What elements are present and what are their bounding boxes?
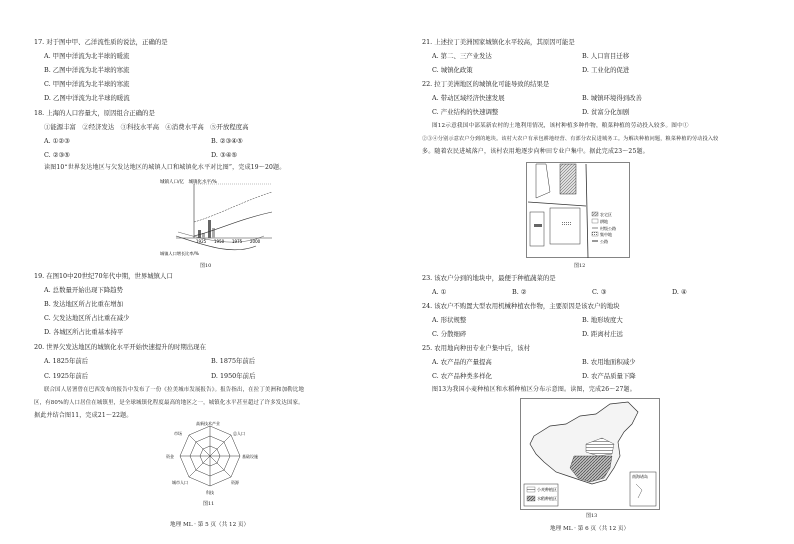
fig11-label-tech: 科技 [206,490,214,495]
q18-stem: 18. 上海的人口容量大，原因组合正确的是 [34,109,155,117]
fig12-legend-farmland: 耕地 [600,219,608,224]
intro-fig12-line1: 图12示意我国中部某新农村的土地利用情况，该村种植多种作物，粮菜种植的劳动投入较多。图中① [432,123,689,129]
q17-option-b: B. 乙图中洋流为北半球的寒流 [44,66,130,74]
fig11-label-resources: 资源 [231,480,239,485]
fig13-legend-wheat: 小麦种植区 [537,487,557,492]
fig11-label-urbanpop: 城市人口 [172,480,188,485]
q25-option-b: B. 农用地面积减少 [582,358,636,366]
intro-fig11-line2: 区，有80%的人口居住在城镇里，是全球城镇化程度最高的地区之一，城镇化水平甚至超过了许多发达国家。 [34,400,304,406]
q21-option-d: D. 工业化的促进 [582,66,630,74]
q21-stem: 21. 上述拉丁美洲国家城镇化水平较高，其原因可能是 [422,38,575,46]
fig10-year-2000: 2000 [250,239,261,244]
q21-option-a: A. 第二、三产业发达 [432,52,492,60]
fig12-legend-road: 村级公路 [600,226,616,231]
q25-option-a: A. 农产品的产量提高 [432,358,492,366]
intro-fig10: 读图10“世界发达地区与欠发达地区的城镇人口和城镇化水平对比图”，完成19～20题。 [44,164,286,171]
fig11-label-population: 总人口 [233,431,245,436]
footer-left: 地理 ML · 第 5 页（共 12 页） [170,522,250,528]
fig12-legend-highway: 公路 [600,239,608,244]
q23-option-a: A. ① [432,288,447,296]
fig11-label-market: 市场 [174,431,182,436]
figure-11-radar [160,420,260,500]
q19-option-c: C. 欠发达地区所占比重在减少 [44,314,130,322]
q25-option-d: D. 农产品质量下降 [582,372,636,380]
q18-items: ①能源丰富 ②经济发达 ③科技水平高 ④消费水平高 ⑤开放程度高 [44,123,249,131]
q23-option-d: D. ④ [672,288,687,296]
q22-option-d: D. 贫富分化加剧 [582,108,630,116]
intro-fig12-line2: ②③④分别示意农户分到的地块。该村大农户有承包耕地经营、有部分农民进城务工。为解决种植问题，粮菜种植的劳动投入较 [422,136,719,142]
q24-option-d: D. 距离村庄远 [582,330,623,338]
q22-option-c: C. 产业结构的快速调整 [432,108,499,116]
q20-option-a: A. 1825年前后 [44,357,89,365]
intro-fig11-line3: 据此并结合图11，完成21～22题。 [34,412,133,419]
footer-right: 地理 ML · 第 6 页（共 12 页） [550,526,630,532]
q20-stem: 20. 世界欠发达地区的城镇化水平开始快速提升的时期出现在 [34,343,206,351]
q20-option-c: C. 1925年前后 [44,372,89,380]
left-page [0,0,380,544]
figure-13-map [520,398,660,510]
fig11-label-infrastructure: 基础设施 [242,454,258,459]
fig10-ylabel: 城镇人口/亿 城镇化水平/% [160,180,217,185]
q20-option-b: B. 1875年前后 [211,357,256,365]
q18-option-a: A. ①②③ [44,137,70,145]
fig10-caption: 图10 [200,263,212,269]
q24-option-a: A. 形状规整 [432,316,467,324]
q23-option-c: C. ③ [592,288,607,296]
q23-stem: 23. 该农户分到的地块中，最便于种植蔬菜的是 [422,274,556,282]
right-page [400,0,780,544]
fig10-year-1925: 1925 [196,239,207,244]
intro-fig12-line3: 多。随着农民进城落户，该村农用地逐步向种田专业户集中。据此完成23～25题。 [422,148,649,155]
fig11-label-hightech: 高新技术产业 [196,421,220,426]
intro-fig13: 图13为我国小麦种植区和水稻种植区分布示意图。读图，完成26～27题。 [432,386,636,393]
figure-12-map [526,162,630,258]
fig13-inset-label: 南海诸岛 [632,474,648,479]
q24-option-b: B. 地形坡度大 [582,316,623,324]
q19-option-a: A. 总数量开始出现下降趋势 [44,286,123,294]
q24-option-c: C. 分散细碎 [432,330,467,338]
fig13-legend-rice: 水稻种植区 [537,496,557,501]
q21-option-c: C. 城镇化政策 [432,66,473,74]
q22-option-b: B. 城镇环境得到改善 [582,94,642,102]
intro-fig11-line1: 联合国人居署曾在巴西发布的报告中发布了一份《拉美城市发展报告》。报告指出，在拉丁美洲和加勒比地 [44,387,305,393]
q18-option-b: B. ②③④⑤ [211,137,243,145]
fig13-caption: 图13 [586,513,598,519]
q22-stem: 22. 拉丁美洲地区的城镇化可能导致的结果是 [422,80,550,88]
q18-option-d: D. ③④⑤ [211,151,238,159]
fig12-caption: 图12 [574,263,586,269]
fig10-year-1950: 1950 [214,239,225,244]
fig11-caption: 图11 [203,501,215,507]
q24-stem: 24. 该农户不购置大型农用机械种植农作物，主要原因是该农户的地块 [422,302,620,310]
q19-option-b: B. 发达地区所占比重在增加 [44,300,124,308]
q25-option-c: C. 农产品种类多样化 [432,372,492,380]
q19-option-d: D. 各城区所占比重基本持平 [44,328,124,336]
q17-stem: 17. 对于图中甲、乙洋流性质的说法，正确的是 [34,38,168,46]
q21-option-b: B. 人口盲目迁移 [582,52,630,60]
q18-option-c: C. ②③⑤ [44,151,70,159]
fig10-xlabel: 城镇人口增长比率/% [160,251,199,256]
q17-option-c: C. 甲图中洋流为北半球的寒流 [44,80,130,88]
q17-option-d: D. 乙图中洋流为北半球的暖流 [44,94,130,102]
fig12-legend-village: 农宅区 [600,212,612,217]
q22-option-a: A. 带动区域经济快速发展 [432,94,505,102]
q19-stem: 19. 在图10中20世纪70年代中期，世界城镇人口 [34,272,173,280]
q17-option-a: A. 甲图中洋流为北半球的暖流 [44,52,130,60]
q20-option-d: D. 1950年前后 [211,372,256,380]
fig10-year-1975: 1975 [232,239,243,244]
figure-10-chart [146,176,286,260]
fig12-legend-plot: 集中地 [600,232,612,237]
q25-stem: 25. 农用地向种田专业户集中后，该村 [422,344,531,352]
q23-option-b: B. ② [512,288,527,296]
fig11-label-capital: 资金 [166,454,174,459]
